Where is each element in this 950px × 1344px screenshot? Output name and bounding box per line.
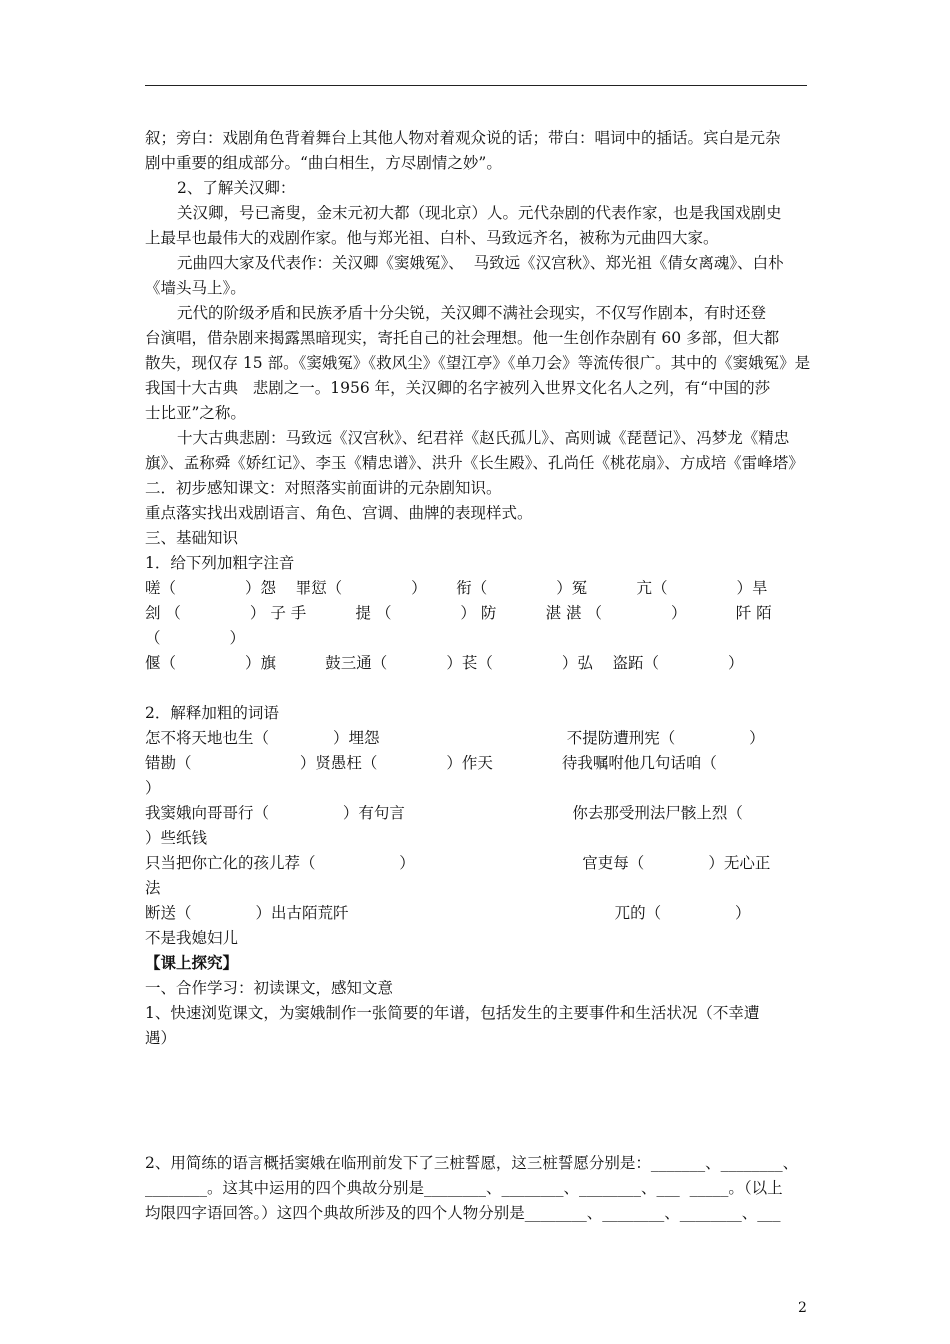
text-line: 上最早也最伟大的戏剧作家。他与郑光祖、白朴、马致远齐名，被称为元曲四大家。 [145,229,719,247]
text-line: 《墙头马上》。 [145,279,246,297]
exercise-line: 怎不将天地也生（ ）埋怨 不提防遭刑宪（ ） [145,729,765,747]
text-line: 旗》、孟称舜《娇红记》、李玉《精忠谱》、洪升《长生殿》、孔尚任《桃花扇》、方成培《雷峰塔》 [145,454,804,472]
section-heading: 二．初步感知课文：对照落实前面讲的元杂剧知识。 [145,479,502,497]
text-line: 十大古典悲剧：马致远《汉宫秋》、纪君祥《赵氏孤儿》、高则诚《琵琶记》、冯梦龙《精忠 [177,429,790,447]
section-heading: 【课上探究】 [145,953,239,972]
exercise-line: 法 [145,879,161,897]
text-line: 关汉卿，号已斋叟，金末元初大都（现北京）人。元代杂剧的代表作家，也是我国戏剧史 [177,204,782,222]
text-line: 台演唱，借杂剧来揭露黑暗现实，寄托自己的社会理想。他一生创作杂剧有 60 多部，但大都 [145,329,780,347]
text-line: 士比亚”之称。 [145,404,246,422]
question-line: 遇） [145,1029,177,1047]
exercise-line: 断送（ ）出古陌荒阡 兀的（ ） [145,904,751,922]
exercise-line: 不是我媳妇儿 [145,929,239,947]
exercise-line: 嗟（ ）怨 罪愆（ ） 衔（ ）冤 亢（ ）旱 [145,579,768,597]
exercise-line: 刽 （ ） 子 手 提 （ ） 防 湛 湛 （ ） 阡 陌 [145,604,772,622]
text-line: 叙；旁白：戏剧角色背着舞台上其他人物对着观众说的话；带白：唱词中的插话。宾白是元杂 [145,129,781,147]
section-heading: 2、了解关汉卿： [177,179,296,197]
question-line: 1、快速浏览课文，为窦娥制作一张简要的年谱，包括发生的主要事件和生活状况（不幸遭 [145,1004,760,1022]
exercise-line: 错勘（ ）贤愚枉（ ）作天 待我嘱咐他几句话咱（ [145,754,717,772]
text-line: 元代的阶级矛盾和民族矛盾十分尖锐，关汉卿不满社会现实，不仅写作剧本，有时还登 [177,304,767,322]
exercise-line: 我窦娥向哥哥行（ ）有句言 你去那受刑法尸骸上烈（ [145,804,743,822]
text-line: 元曲四大家及代表作：关汉卿《窦娥冤》、 马致远《汉宫秋》、郑光祖《倩女离魂》、白朴 [177,254,784,272]
text-line: 我国十大古典 悲剧之一。1956 年，关汉卿的名字被列入世界文化名人之列，有“中国的莎 [145,379,771,397]
text-line: 剧中重要的组成部分。“曲白相生，方尽剧情之妙”。 [145,154,502,172]
exercise-line: （ ） [145,629,245,647]
exercise-line: 只当把你亡化的孩儿荐（ ） 官吏每（ ）无心正 [145,854,771,872]
exercise-line: ）些纸钱 [145,829,208,847]
header-rule [145,85,807,86]
question-line: ________。这其中运用的四个典故分别是________、________、________、___ _____。（以上 [145,1179,783,1197]
text-line: 散失，现仅存 15 部。《窦娥冤》《救风尘》《望江亭》《单刀会》等流传很广。其中的《窦娥冤》是 [145,354,811,372]
exercise-line: 偃（ ）旗 鼓三通（ ）苌（ ）弘 盗跖（ ） [145,654,744,672]
section-heading: 一、合作学习：初读课文，感知文意 [145,979,394,997]
question-line: 均限四字语回答。）这四个典故所涉及的四个人物分别是________、________、________、___ [145,1204,781,1222]
question-line: 2、用简练的语言概括窦娥在临刑前发下了三桩誓愿，这三桩誓愿分别是：_______、________、 [145,1154,799,1172]
section-heading: 三、基础知识 [145,529,239,547]
text-line: 重点落实找出戏剧语言、角色、宫调、曲牌的表现样式。 [145,504,533,522]
question-heading: 1．给下列加粗字注音 [145,554,295,572]
question-heading: 2．解释加粗的词语 [145,704,279,722]
page-number: 2 [798,1300,807,1316]
exercise-line: ） [145,779,161,797]
